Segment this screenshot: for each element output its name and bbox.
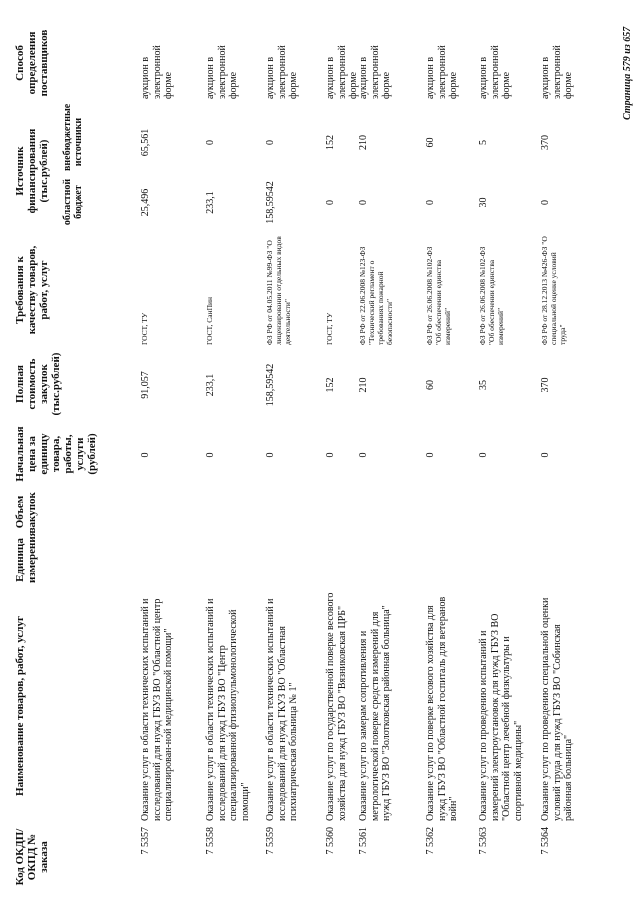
header-unit: Единица измерения (14, 530, 38, 583)
header-code: Код ОКДП/ ОКПД № заказа (14, 828, 50, 886)
row-funding-external: 5 (478, 140, 489, 145)
row-requirements: ФЗ РФ от 04.05.2011 №99-ФЗ "О лицензировании отдельных видов деятельности" (265, 236, 292, 345)
row-name: Оказание услуг по поверке весового хозяйства для нужд ГБУЗ ВО "Областной госпиталь для ветеранов войн" (425, 596, 459, 821)
row-total: 91,057 (140, 371, 151, 399)
row-name: Оказание услуг по проведению испытаний и измерений электроустановок для нужд ГБУЗ ВО "Областной центр лечебной физкультуры и спортивной медицины" (478, 613, 524, 821)
row-requirements: ФЗ РФ от 26.06.2008 №102-ФЗ "Об обеспечении единства измерений" (425, 246, 452, 345)
row-name: Оказание услуг в области технических испытаний и исследований для нужд ГБУЗ ВО "Центр специализированной фтизиопульмонологической помощи" (205, 598, 251, 821)
row-code: 7 5364 (540, 827, 551, 855)
row-funding-regional: 0 (425, 200, 436, 205)
row-requirements: ФЗ РФ от 22.06.2008 №123-ФЗ "Технический регламент о требованиях пожарной безопасности" (358, 246, 394, 345)
row-price: 0 (425, 452, 436, 458)
row-name: Оказание услуг по проведению специальной оценки условий труда для нужд ГБУЗ ВО "Собинская районная больница" (540, 597, 574, 821)
row-requirements: ФЗ РФ от 26.06.2008 №102-ФЗ "Об обеспечении единства измерений" (478, 246, 505, 345)
row-code: 7 5361 (358, 827, 369, 855)
row-code: 7 5358 (205, 827, 216, 855)
row-funding-regional: 233,1 (205, 191, 216, 214)
row-price: 0 (358, 452, 369, 458)
header-funding-external: внебюджетные источники (62, 103, 84, 171)
row-price: 0 (325, 452, 336, 458)
header-funding: Источник финансирования (тыс.рублей) (14, 128, 50, 214)
row-name: Оказание услуг по государственной поверке весового хозяйства для нужд ГБУЗ ВО "Вязниковская ЦРБ" (325, 592, 348, 821)
header-requirements: Требования к качеству товаров, работ, услуг (14, 245, 50, 335)
row-method: аукцион в электронной форме (478, 45, 512, 99)
row-price: 0 (540, 452, 551, 458)
header-volume: Объем закупок (14, 492, 38, 532)
row-code: 7 5363 (478, 827, 489, 855)
header-price: Начальная цена за единицу товара, работы, услуги (рублей) (14, 426, 98, 482)
row-method: аукцион в электронной форме (358, 45, 392, 99)
row-funding-external: 0 (205, 140, 216, 145)
row-funding-external: 152 (325, 135, 336, 150)
row-code: 7 5362 (425, 827, 436, 855)
row-funding-external: 0 (265, 140, 276, 145)
page-footer: Страница 579 из 657 (622, 26, 633, 120)
row-method: аукцион в электронной форме (540, 45, 574, 99)
row-code: 7 5357 (140, 827, 151, 855)
row-total: 158,59542 (265, 363, 276, 407)
row-funding-external: 60 (425, 137, 436, 148)
row-total: 60 (425, 380, 436, 390)
row-requirements: ГОСТ, СанПин (205, 296, 214, 345)
row-method: аукцион в электронной форме (265, 45, 299, 99)
row-funding-external: 65,561 (140, 128, 151, 157)
row-funding-regional: 0 (358, 200, 369, 205)
row-code: 7 5360 (325, 827, 336, 855)
row-requirements: ГОСТ, ТУ (140, 312, 149, 345)
row-total: 152 (325, 377, 336, 393)
header-funding-regional: областной бюджет (62, 178, 84, 226)
row-price: 0 (140, 452, 151, 458)
row-method: аукцион в электронной форме (425, 45, 459, 99)
row-name: Оказание услуг в области технических испытаний и исследований для нужд ГБУЗ ВО "Областной центр специализирован-ной медицинской помощи" (140, 598, 174, 821)
header-name: Наименование товаров, работ, услуг (14, 616, 26, 796)
row-method: аукцион в электронной форме (140, 45, 174, 99)
row-name: Оказание услуг по замерам сопротивления и метрологической поверке средств измерений для нужд ГБУЗ ВО "Золотковская районная больница" (358, 605, 392, 821)
row-price: 0 (205, 452, 216, 458)
row-requirements: ГОСТ, ТУ (325, 312, 334, 345)
header-method: Способ определения поставщиков (14, 29, 50, 97)
row-funding-regional: 158,59542 (265, 181, 276, 224)
row-total: 370 (540, 377, 551, 393)
row-name: Оказание услуг в области технических испытаний и исследований для нужд ГКУЗ ВО "Областная психиатрическая больница № 1" (265, 598, 299, 821)
row-total: 210 (358, 377, 369, 393)
row-total: 35 (478, 380, 489, 390)
row-price: 0 (478, 452, 489, 458)
header-total: Полная стоимость закупок (тыс.рублей) (14, 352, 62, 416)
row-funding-regional: 25,496 (140, 188, 151, 217)
row-funding-external: 210 (358, 135, 369, 150)
row-code: 7 5359 (265, 827, 276, 855)
row-total: 233,1 (205, 373, 216, 397)
row-funding-regional: 0 (325, 200, 336, 205)
row-method: аукцион в электронной форме (205, 45, 239, 99)
row-funding-regional: 30 (478, 197, 489, 208)
row-requirements: ФЗ РФ от 28.12.2013 №426-ФЗ "О специальной оценке условий труда" (540, 236, 567, 345)
row-funding-external: 370 (540, 135, 551, 150)
row-method: аукцион в электронной форме (325, 45, 359, 99)
row-price: 0 (265, 452, 276, 458)
row-funding-regional: 0 (540, 200, 551, 205)
